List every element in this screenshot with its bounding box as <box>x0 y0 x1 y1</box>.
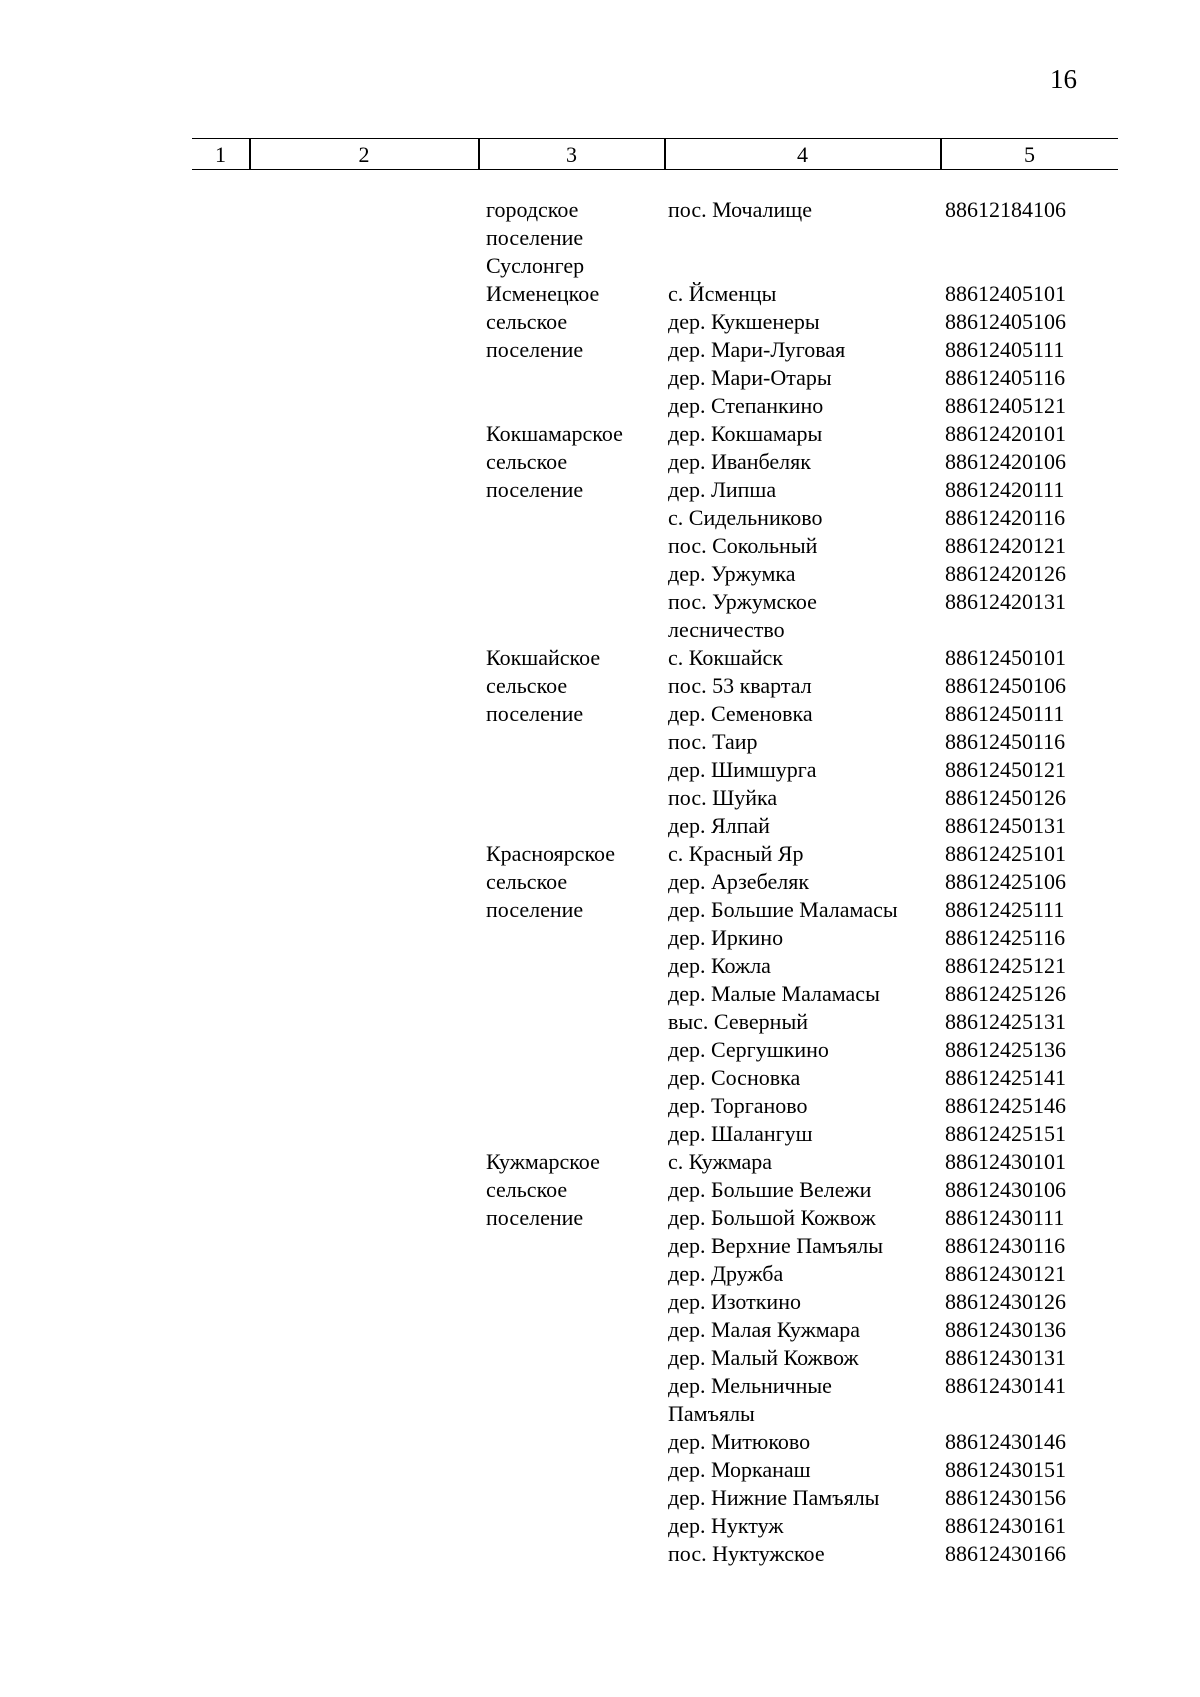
locality-name <box>668 644 943 672</box>
settlement-name <box>486 196 661 280</box>
oktmo-code: 88612450116 <box>945 729 1066 754</box>
locality-name <box>668 364 943 392</box>
locality-name-line: дер. Иркино <box>668 925 784 950</box>
locality-name <box>668 1008 943 1036</box>
oktmo-code: 88612425131 <box>945 1009 1066 1034</box>
locality-name <box>668 756 943 784</box>
locality-name-line: дер. Митюково <box>668 1429 811 1454</box>
locality-name <box>668 1484 943 1512</box>
locality-name <box>668 308 943 336</box>
oktmo-code: 88612425101 <box>945 841 1066 866</box>
locality-name-line: дер. Большие Маламасы <box>668 897 898 922</box>
locality-name-line: дер. Торганово <box>668 1093 808 1118</box>
oktmo-code: 88612450121 <box>945 757 1066 782</box>
locality-name-line: дер. Изоткино <box>668 1289 801 1314</box>
oktmo-code: 88612450111 <box>945 701 1065 726</box>
locality-name-line: лесничество <box>668 617 785 642</box>
settlement-group <box>0 644 1200 840</box>
oktmo-code: 88612405121 <box>945 393 1066 418</box>
column-header-3: 3 <box>566 142 577 167</box>
oktmo-code: 88612425121 <box>945 953 1066 978</box>
oktmo-code: 88612420106 <box>945 449 1066 474</box>
settlement-group <box>0 840 1200 1148</box>
oktmo-code: 88612420116 <box>945 505 1066 530</box>
locality-name <box>668 952 943 980</box>
settlement-name-line: поселение <box>486 1205 584 1230</box>
settlement-name-line: поселение <box>486 477 584 502</box>
locality-name-line: дер. Кукшенеры <box>668 309 820 334</box>
locality-name <box>668 280 943 308</box>
locality-name <box>668 1120 943 1148</box>
oktmo-code: 88612450126 <box>945 785 1066 810</box>
locality-name <box>668 1036 943 1064</box>
oktmo-code: 88612425151 <box>945 1121 1066 1146</box>
locality-name-line: дер. Шимшурга <box>668 757 817 782</box>
locality-name-line: пос. Уржумское <box>668 589 817 614</box>
oktmo-code: 88612430156 <box>945 1485 1066 1510</box>
locality-name-line: дер. Семеновка <box>668 701 813 726</box>
oktmo-code: 88612430106 <box>945 1177 1066 1202</box>
locality-name <box>668 504 943 532</box>
oktmo-code: 88612405111 <box>945 337 1065 362</box>
settlement-name <box>486 1148 661 1232</box>
locality-name <box>668 196 943 224</box>
oktmo-code: 88612420101 <box>945 421 1066 446</box>
oktmo-code: 88612425141 <box>945 1065 1066 1090</box>
oktmo-code: 88612430136 <box>945 1317 1066 1342</box>
oktmo-code: 88612430126 <box>945 1289 1066 1314</box>
settlement-name-line: сельское <box>486 869 568 894</box>
locality-name-line: с. Кокшайск <box>668 645 783 670</box>
locality-name-line: дер. Верхние Памъялы <box>668 1233 884 1258</box>
oktmo-code: 88612430111 <box>945 1205 1065 1230</box>
locality-name <box>668 1148 943 1176</box>
locality-name-line: дер. Дружба <box>668 1261 784 1286</box>
locality-name <box>668 1344 943 1372</box>
locality-name-line: дер. Арзебеляк <box>668 869 810 894</box>
settlement-name-line: сельское <box>486 673 568 698</box>
settlement-name-line: поселение <box>486 701 584 726</box>
settlement-name-line: поселение <box>486 225 584 250</box>
locality-name-line: дер. Уржумка <box>668 561 796 586</box>
oktmo-code: 88612420121 <box>945 533 1066 558</box>
locality-name <box>668 336 943 364</box>
locality-name <box>668 1204 943 1232</box>
oktmo-code: 88612430141 <box>945 1373 1066 1398</box>
oktmo-code: 88612425126 <box>945 981 1066 1006</box>
locality-name-line: с. Сидельниково <box>668 505 823 530</box>
locality-name-line: дер. Мари-Луговая <box>668 337 846 362</box>
oktmo-code: 88612450131 <box>945 813 1066 838</box>
settlement-group <box>0 1148 1200 1568</box>
locality-name-line: дер. Большой Кожвож <box>668 1205 876 1230</box>
oktmo-code: 88612420126 <box>945 561 1066 586</box>
locality-name-line: дер. Кокшамары <box>668 421 823 446</box>
locality-name-line: пос. Сокольный <box>668 533 818 558</box>
locality-name <box>668 1456 943 1484</box>
column-header-5: 5 <box>1024 142 1035 167</box>
locality-name-line: выс. Северный <box>668 1009 808 1034</box>
locality-name-line: пос. Мочалище <box>668 197 813 222</box>
locality-name-line: с. Кужмара <box>668 1149 772 1174</box>
settlement-name-line: Красноярское <box>486 841 616 866</box>
locality-name <box>668 1428 943 1456</box>
locality-name <box>668 868 943 896</box>
settlement-name <box>486 644 661 728</box>
settlement-group <box>0 196 1200 280</box>
settlement-name-line: Кокшайское <box>486 645 601 670</box>
locality-name <box>668 1372 943 1428</box>
locality-name-line: дер. Малая Кужмара <box>668 1317 861 1342</box>
locality-name-line: дер. Липша <box>668 477 777 502</box>
oktmo-code: 88612450106 <box>945 673 1066 698</box>
oktmo-code: 88612425136 <box>945 1037 1066 1062</box>
locality-name <box>668 1176 943 1204</box>
locality-name <box>668 980 943 1008</box>
oktmo-code: 88612430116 <box>945 1233 1066 1258</box>
locality-name-line: дер. Малый Кожвож <box>668 1345 859 1370</box>
oktmo-code: 88612430131 <box>945 1345 1066 1370</box>
locality-name-line: дер. Мари-Отары <box>668 365 832 390</box>
locality-name-line: дер. Нуктуж <box>668 1513 784 1538</box>
settlement-name-line: Кокшамарское <box>486 421 623 446</box>
settlement-name-line: сельское <box>486 1177 568 1202</box>
locality-name <box>668 448 943 476</box>
oktmo-code: 88612420111 <box>945 477 1065 502</box>
settlement-group <box>0 280 1200 420</box>
oktmo-code: 88612430161 <box>945 1513 1066 1538</box>
settlement-name-line: сельское <box>486 309 568 334</box>
oktmo-code: 88612430166 <box>945 1541 1066 1566</box>
settlement-name-line: Исменецкое <box>486 281 600 306</box>
oktmo-code: 88612450101 <box>945 645 1066 670</box>
locality-name-line: дер. Мельничные <box>668 1373 832 1398</box>
oktmo-code: 88612184106 <box>945 197 1066 222</box>
locality-name <box>668 1092 943 1120</box>
oktmo-code: 88612425106 <box>945 869 1066 894</box>
column-header-4: 4 <box>797 142 808 167</box>
locality-name-line: пос. Нуктужское <box>668 1541 825 1566</box>
oktmo-code: 88612405116 <box>945 365 1066 390</box>
oktmo-code: 88612405101 <box>945 281 1066 306</box>
locality-name <box>668 1232 943 1260</box>
oktmo-code: 88612405106 <box>945 309 1066 334</box>
settlement-name <box>486 280 661 364</box>
locality-name-line: пос. Таир <box>668 729 758 754</box>
locality-name-line: с. Йсменцы <box>668 281 777 306</box>
locality-name <box>668 700 943 728</box>
locality-name <box>668 1316 943 1344</box>
locality-name <box>668 1288 943 1316</box>
locality-name <box>668 1260 943 1288</box>
locality-name-line: дер. Кожла <box>668 953 771 978</box>
locality-name-line: дер. Сергушкино <box>668 1037 829 1062</box>
oktmo-code: 88612425116 <box>945 925 1066 950</box>
settlement-name-line: поселение <box>486 897 584 922</box>
locality-name <box>668 1064 943 1092</box>
locality-name <box>668 896 943 924</box>
locality-name-line: пос. 53 квартал <box>668 673 812 698</box>
locality-name-line: дер. Большие Вележи <box>668 1177 872 1202</box>
locality-name-line: дер. Нижние Памъялы <box>668 1485 880 1510</box>
settlement-name <box>486 420 661 504</box>
column-header-row <box>192 138 1118 170</box>
locality-name <box>668 588 943 644</box>
page-number: 16 <box>1050 64 1077 94</box>
locality-name <box>668 532 943 560</box>
locality-name <box>668 784 943 812</box>
locality-name <box>668 392 943 420</box>
settlement-name-line: Суслонгер <box>486 253 585 278</box>
locality-name <box>668 672 943 700</box>
locality-name-line: дер. Степанкино <box>668 393 824 418</box>
locality-name <box>668 1512 943 1540</box>
locality-name-line: дер. Морканаш <box>668 1457 811 1482</box>
locality-name <box>668 476 943 504</box>
oktmo-code: 88612430151 <box>945 1457 1066 1482</box>
column-header-1: 1 <box>215 142 226 167</box>
locality-name <box>668 728 943 756</box>
oktmo-code: 88612430101 <box>945 1149 1066 1174</box>
locality-name-line: дер. Малые Маламасы <box>668 981 880 1006</box>
locality-name <box>668 924 943 952</box>
locality-name <box>668 420 943 448</box>
oktmo-code: 88612420131 <box>945 589 1066 614</box>
locality-name-line: дер. Сосновка <box>668 1065 801 1090</box>
column-header-2: 2 <box>358 142 370 167</box>
settlement-name-line: поселение <box>486 337 584 362</box>
locality-name-line: с. Красный Яр <box>668 841 804 866</box>
locality-name-line: дер. Шалангуш <box>668 1121 813 1146</box>
oktmo-code: 88612425146 <box>945 1093 1066 1118</box>
oktmo-code: 88612430121 <box>945 1261 1066 1286</box>
locality-name <box>668 840 943 868</box>
locality-name-line: дер. Иванбеляк <box>668 449 811 474</box>
locality-name <box>668 560 943 588</box>
oktmo-code: 88612425111 <box>945 897 1065 922</box>
settlement-name-line: городское <box>486 197 579 222</box>
locality-name-line: Памъялы <box>668 1401 755 1426</box>
locality-name <box>668 1540 943 1568</box>
settlement-group <box>0 420 1200 644</box>
settlement-name <box>486 840 661 924</box>
locality-name-line: дер. Ялпай <box>668 813 770 838</box>
locality-name <box>668 812 943 840</box>
settlement-name-line: сельское <box>486 449 568 474</box>
oktmo-code: 88612430146 <box>945 1429 1066 1454</box>
locality-name-line: пос. Шуйка <box>668 785 778 810</box>
settlement-name-line: Кужмарское <box>486 1149 600 1174</box>
